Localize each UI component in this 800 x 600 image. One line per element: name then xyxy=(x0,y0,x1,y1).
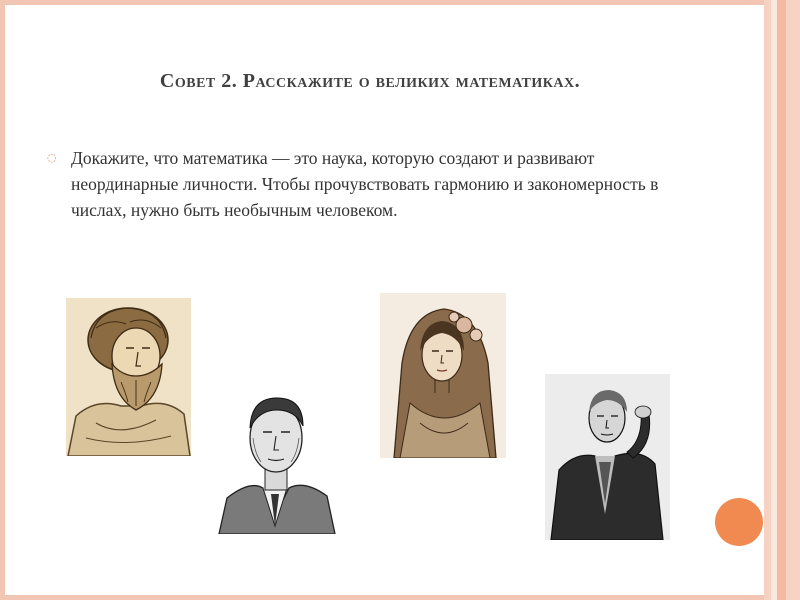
decor-stripe xyxy=(786,0,800,600)
decor-stripe xyxy=(777,0,786,600)
frame-bottom-border xyxy=(0,595,800,600)
slide-title: Совет 2. Расскажите о великих математиках. xyxy=(159,70,581,92)
bullet-text: Докажите, что математика — это наука, которую создают и развивают неординарные личности. Чтобы прочувствовать гармонию и закономерность в числах, нужно быть необычным человеком. xyxy=(71,148,659,220)
woman-with-flowers-portrait xyxy=(380,293,506,458)
man-in-suit-portrait xyxy=(215,376,337,534)
frame-top-border xyxy=(0,0,800,5)
man-seated-portrait xyxy=(545,374,670,540)
orange-circle-decor xyxy=(715,498,763,546)
decor-stripe xyxy=(764,0,771,600)
bearded-greek-mathematician-portrait xyxy=(66,298,191,456)
bullet-mark-icon: ◌ xyxy=(47,151,57,164)
